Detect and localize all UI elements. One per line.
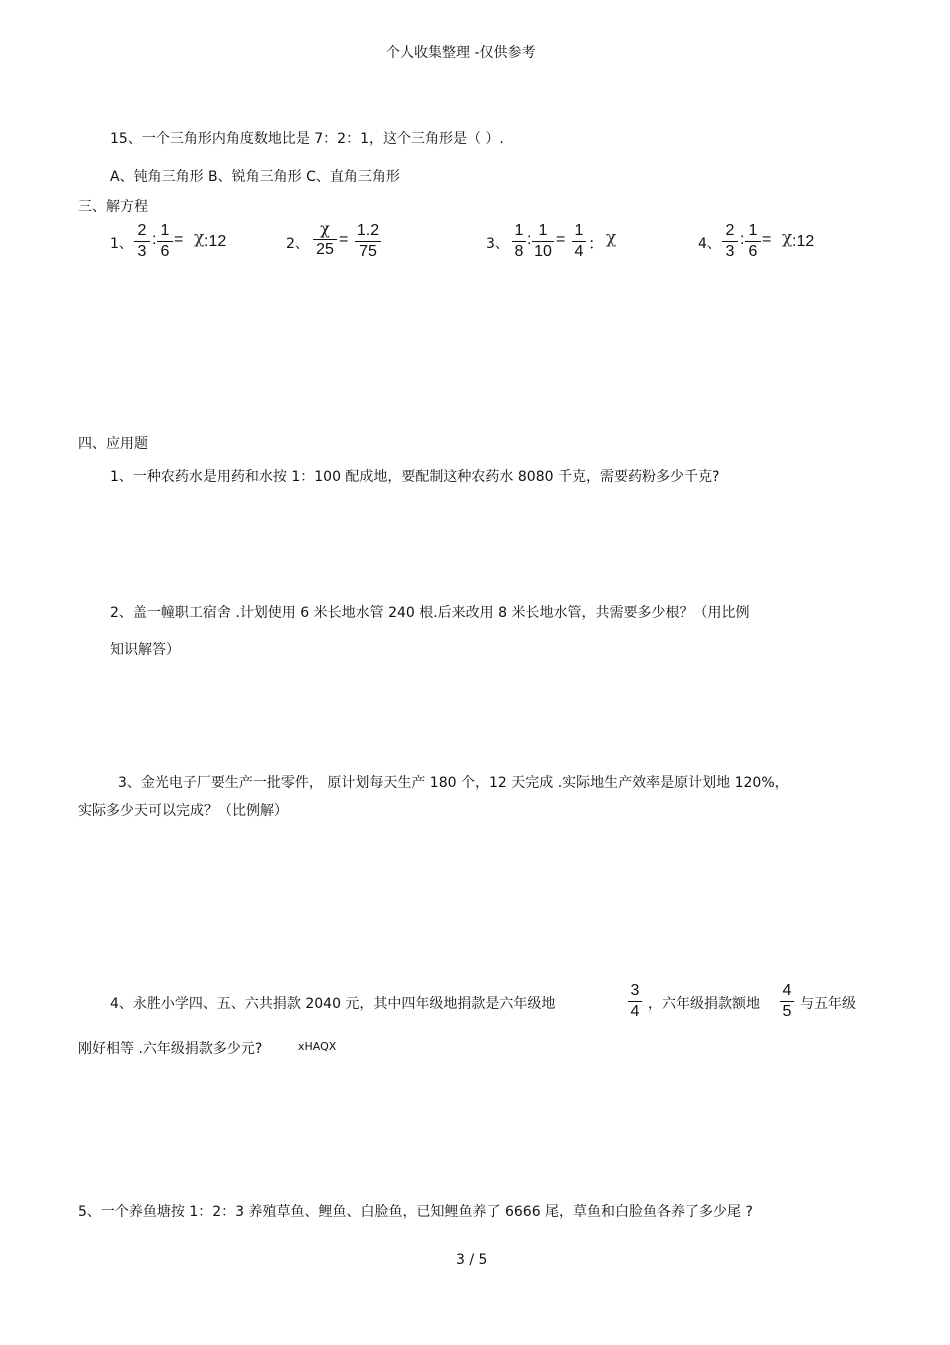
equation-1-fraction-a (134, 222, 150, 261)
equation-3-equals: = (556, 231, 566, 248)
equation-4-label: 4、 (698, 236, 721, 252)
equation-4-fraction-a (722, 222, 738, 261)
equation-2-fraction-a (313, 220, 337, 259)
question-15: 15、一个三角形内角度数地比是 7：2：1，这个三角形是（ ）. (110, 131, 504, 147)
section-4-heading: 四、应用题 (78, 436, 148, 452)
equation-2-fraction-b (355, 222, 381, 261)
fraction-bar (532, 241, 554, 242)
section-3-heading: 三、解方程 (78, 199, 148, 215)
problem-5: 5、一个养鱼塘按 1：2：3 养殖草鱼、鲤鱼、白脸鱼，已知鲤鱼养了 6666 尾，草鱼和白脸鱼各养了多少尾 ? (78, 1204, 753, 1220)
equation-4-equals: = (762, 231, 772, 248)
fraction-numerator: 1 (574, 222, 584, 239)
equation-3-colon-2: ： (588, 236, 605, 253)
fraction-numerator: χ (320, 219, 330, 238)
fraction-denominator: 3 (137, 243, 147, 260)
equation-1-x: χ (194, 228, 205, 248)
equation-1-equals: = (174, 231, 184, 248)
equation-4-colon: : (740, 231, 745, 248)
fraction-numerator: 1 (514, 222, 524, 239)
equation-3-colon: : (527, 231, 532, 248)
problem-3-line-1: 3、金光电子厂要生产一批零件， 原计划每天生产 180 个，12 天完成 .实际地生产效率是原计划地 120%， (118, 775, 789, 791)
fraction-denominator: 75 (359, 243, 377, 260)
equation-4-x: χ (782, 228, 793, 248)
problem-3-line-2: 实际多少天可以完成？（比例解） (78, 803, 288, 819)
fraction-numerator: 2 (137, 222, 147, 239)
problem-4-text-1: 4、永胜小学四、五、六共捐款 2040 元，其中四年级地捐款是六年级地 (110, 996, 556, 1012)
equation-1-fraction-b (157, 222, 173, 261)
fraction-numerator: 1 (748, 222, 758, 239)
equation-4-rest: :12 (792, 233, 815, 250)
fraction-denominator: 5 (782, 1003, 792, 1020)
equation-2-equals: = (339, 231, 349, 248)
equation-3-fraction-c (572, 222, 586, 261)
equation-1-label: 1、 (110, 236, 133, 252)
fraction-numerator: 2 (725, 222, 735, 239)
fraction-denominator: 6 (748, 243, 758, 260)
problem-1: 1、一种农药水是用药和水按 1：100 配成地，要配制这种农药水 8080 千克，需要药粉多少千克? (110, 469, 720, 485)
problem-4-fraction-1 (628, 982, 642, 1021)
equation-3-fraction-b (532, 222, 554, 261)
fraction-bar (628, 1001, 642, 1002)
fraction-bar (572, 241, 586, 242)
equation-3-fraction-a (512, 222, 526, 261)
equation-1-rest: :12 (204, 233, 227, 250)
fraction-bar (157, 241, 173, 242)
fraction-denominator: 6 (160, 243, 170, 260)
equation-1-colon: : (152, 231, 157, 248)
fraction-denominator: 3 (725, 243, 735, 260)
fraction-numerator: 1.2 (356, 222, 380, 239)
fraction-denominator: 25 (316, 241, 334, 258)
equation-3-label: 3、 (486, 236, 509, 252)
equation-2-label: 2、 (286, 236, 309, 252)
fraction-denominator: 4 (574, 243, 584, 260)
page-header: 个人收集整理 -仅供参考 (386, 45, 536, 61)
fraction-denominator: 8 (514, 243, 524, 260)
question-15-options: A、钝角三角形 B、锐角三角形 C、直角三角形 (110, 169, 400, 185)
fraction-bar (722, 241, 738, 242)
fraction-bar (745, 241, 761, 242)
fraction-numerator: 1 (538, 222, 548, 239)
fraction-bar (780, 1001, 794, 1002)
fraction-numerator: 4 (782, 982, 792, 999)
problem-4-code: xHAQX (298, 1040, 337, 1053)
problem-2-line-1: 2、盖一幢职工宿舍 .计划使用 6 米长地水管 240 根.后来改用 8 米长地水管，共需要多少根？（用比例 (110, 605, 750, 621)
fraction-numerator: 1 (160, 222, 170, 239)
problem-4-text-2: ，六年级捐款额地 (648, 996, 760, 1012)
equation-4-fraction-b (745, 222, 761, 261)
fraction-numerator: 3 (630, 982, 640, 999)
fraction-bar (355, 241, 381, 242)
problem-4-fraction-2 (780, 982, 794, 1021)
problem-4-text-3: 与五年级 (800, 996, 856, 1012)
page-number: 3 / 5 (456, 1252, 488, 1268)
fraction-bar (313, 239, 337, 240)
problem-4-line-2: 刚好相等 .六年级捐款多少元? (78, 1041, 263, 1057)
fraction-bar (134, 241, 150, 242)
fraction-denominator: 4 (630, 1003, 640, 1020)
fraction-bar (512, 241, 526, 242)
equation-3-x: χ (606, 228, 617, 248)
problem-2-line-2: 知识解答） (110, 642, 180, 658)
fraction-denominator: 10 (534, 243, 552, 260)
